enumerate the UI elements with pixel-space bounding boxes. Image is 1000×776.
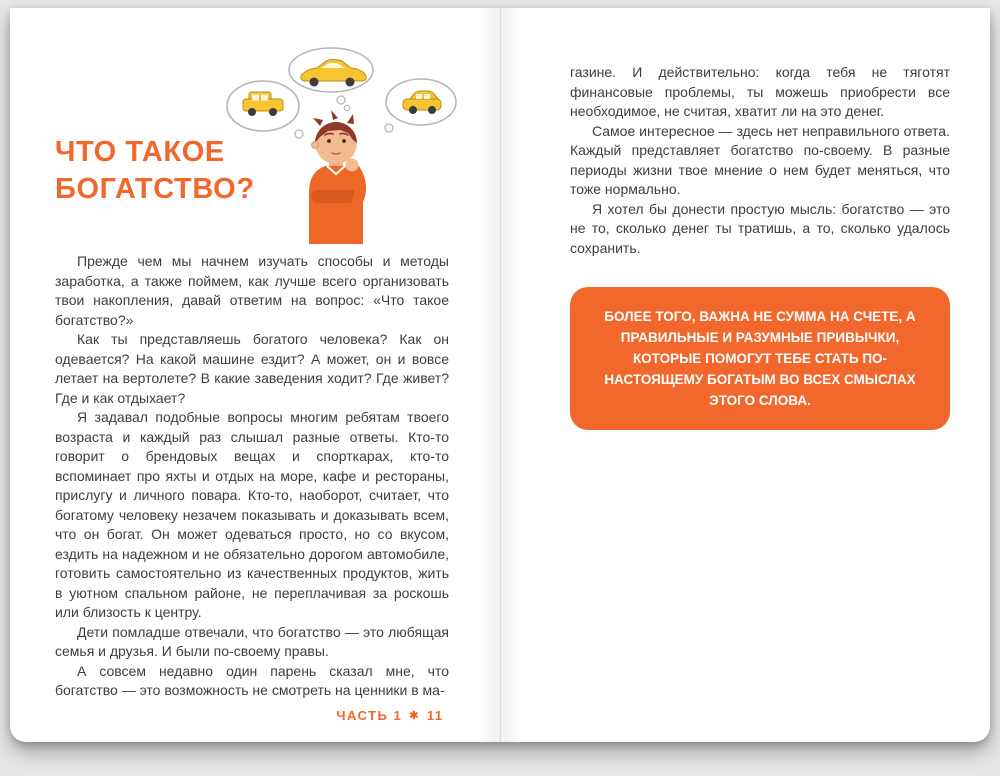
part-label: ЧАСТЬ 1 [336, 708, 403, 723]
page-footer [290, 708, 490, 723]
paragraph: Дети помладше отвечали, что богатство — это любящая семья и друзья. И были по-своему правы. [55, 623, 449, 659]
book-spread [10, 8, 990, 742]
paragraph: Прежде чем мы начнем изучать способы и методы заработка, а также поймем, как лучше всего организовать твои накопления, давай ответим на вопрос: «Что такое богатство?» [55, 253, 449, 328]
callout-text: БОЛЕЕ ТОГО, ВАЖНА НЕ СУММА НА СЧЕТЕ, А ПРАВИЛЬНЫЕ И РАЗУМНЫЕ ПРИВЫЧКИ, КОТОРЫЕ ПОМОГУТ ТЕБЕ СТАТЬ ПО-НАСТОЯЩЕМУ БОГАТЫМ ВО ВСЕХ СМЫСЛАХ ЭТОГО СЛОВА. [604, 309, 916, 408]
thought-bubble-car-icon [386, 79, 456, 125]
thought-bubble-sports-car-icon [289, 48, 373, 92]
chapter-title-line2: БОГАТСТВО? [55, 173, 255, 205]
page-gutter [500, 8, 501, 742]
thought-bubble-van-icon [227, 81, 299, 131]
thinking-boy-illustration [223, 44, 461, 244]
page-number: 11 [426, 708, 444, 723]
paragraph: Я задавал подобные вопросы многим ребятам твоего возраста и каждый раз слышал разные ответы. Кто-то говорит о брендовых вещах и спорткарах, кто-то вспоминает про яхты и отдых на море, кафе и рестораны, прислугу и личного повара. Кто-то, наоборот, считает, что богатому человеку незачем показывать и доказывать всем, что он богат. Он может одеваться просто, но со вкусом, ездить на надежном и не обязательно дорогом автомобиле, готовить самостоятельно из качественных продуктов, жить в уютном спальном районе, не переплачивая за роскошь или близость к центру. [55, 409, 449, 620]
left-page-body [55, 252, 449, 701]
right-page-body [570, 63, 950, 430]
callout-box [570, 287, 950, 430]
paragraph: А совсем недавно один парень сказал мне, что богатство — это возможность не смотреть на ценники в ма- [55, 662, 449, 698]
chapter-title-line1: ЧТО ТАКОЕ [55, 136, 225, 168]
paragraph: Как ты представляешь богатого человека? Как он одевается? На какой машине ездит? А может, он и вовсе летает на вертолете? В какие заведения ходит? Где живет? Где и как отдыхает? [55, 331, 449, 406]
paragraph: Я хотел бы донести простую мысль: богатство — это не то, сколько денег ты тратишь, а то, сколько удалось сохранить. [570, 200, 950, 256]
paragraph: Самое интересное — здесь нет неправильного ответа. Каждый представляет богатство по-своему. В разные периоды жизни твое мнение о нем будет меняться, что тоже нормально. [570, 122, 950, 197]
footer-separator-icon: ✱ [409, 710, 420, 722]
paragraph: газине. И действительно: когда тебя не тяготят финансовые проблемы, ты можешь приобрести все необходимое, не считая, хватит ли на это денег. [570, 64, 950, 119]
boy-figure [309, 110, 363, 244]
